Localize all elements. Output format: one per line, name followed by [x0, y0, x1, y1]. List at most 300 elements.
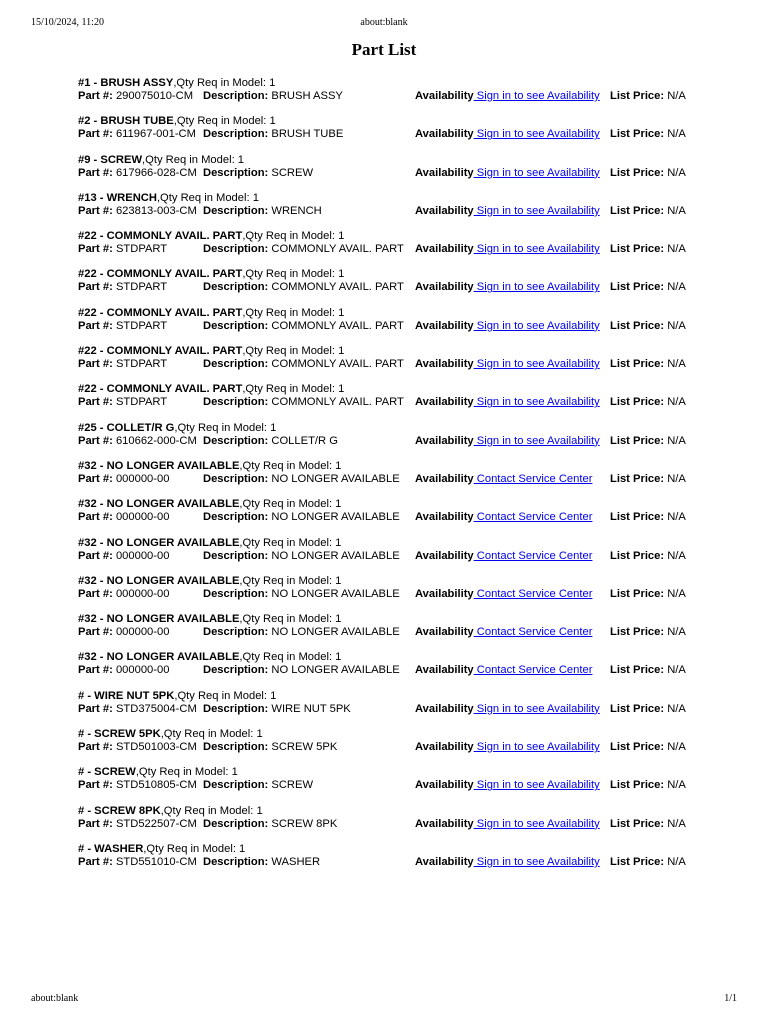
part-entry: [78, 460, 718, 498]
part-entry: [78, 77, 718, 115]
availability-link[interactable]: Sign in to see Availability: [473, 204, 600, 217]
qty-value: 1: [237, 153, 245, 166]
description-cell: [203, 703, 351, 716]
list-price-value: N/A: [667, 90, 686, 102]
qty-label: ,Qty Req in Model:: [239, 651, 336, 664]
description-label: Description:: [203, 434, 269, 447]
availability-label: Availability: [415, 166, 474, 179]
part-number-value: STDPART: [115, 358, 168, 371]
availability-link[interactable]: Sign in to see Availability: [473, 434, 600, 447]
description-value: NO LONGER AVAILABLE: [271, 472, 400, 485]
part-number-label: Part #:: [78, 434, 113, 447]
availability-label: Availability: [415, 587, 474, 600]
qty-value: 1: [239, 842, 246, 855]
list-price-value: N/A: [667, 281, 686, 294]
availability-link[interactable]: Sign in to see Availability: [473, 741, 600, 754]
part-number-value: 000000-00: [115, 549, 170, 562]
availability-label: Availability: [415, 664, 474, 677]
part-number-cell: [78, 779, 197, 792]
qty-label: ,Qty Req in Model:: [142, 153, 238, 166]
list-price-label: List Price:: [610, 396, 665, 409]
availability-label: Availability: [415, 281, 474, 294]
list-price-label: List Price:: [610, 472, 665, 485]
part-number-cell: [78, 358, 167, 371]
availability-link[interactable]: Contact Service Center: [473, 549, 593, 562]
part-heading: [78, 192, 259, 205]
part-entry: [78, 613, 718, 651]
list-price-cell: [610, 90, 686, 103]
availability-cell: [415, 243, 600, 256]
part-ref: #32 - NO LONGER AVAILABLE: [78, 536, 240, 549]
part-number-cell: [78, 396, 167, 409]
qty-value: 1: [269, 115, 276, 128]
part-number-cell: [78, 435, 197, 448]
availability-link[interactable]: Sign in to see Availability: [473, 396, 600, 409]
availability-link[interactable]: Contact Service Center: [473, 511, 593, 524]
list-price-label: List Price:: [610, 549, 665, 562]
qty-label: ,Qty Req in Model:: [239, 498, 336, 511]
print-footer-url: about:blank: [31, 993, 79, 1004]
list-price-cell: [610, 626, 686, 639]
part-number-value: STDPART: [115, 243, 168, 256]
part-number-label: Part #:: [78, 779, 113, 792]
part-ref: #13 - WRENCH: [78, 191, 157, 204]
part-entry: [78, 115, 718, 153]
part-number-label: Part #:: [78, 702, 113, 715]
availability-label: Availability: [415, 779, 474, 792]
availability-cell: [415, 856, 600, 869]
description-label: Description:: [203, 855, 269, 868]
part-heading: [78, 575, 341, 588]
part-heading: [78, 766, 238, 779]
part-entry: [78, 843, 718, 881]
page-title: Part List: [351, 40, 417, 59]
part-ref: # - WIRE NUT 5PK: [78, 689, 175, 702]
part-heading: [78, 268, 344, 281]
part-heading: [78, 154, 244, 167]
description-label: Description:: [203, 549, 269, 562]
qty-value: 1: [256, 804, 263, 817]
part-entry: [78, 575, 718, 613]
part-number-label: Part #:: [78, 626, 113, 639]
list-price-label: List Price:: [610, 358, 665, 371]
qty-label: ,Qty Req in Model:: [143, 842, 240, 855]
description-cell: [203, 626, 400, 639]
description-label: Description:: [203, 281, 269, 294]
part-number-label: Part #:: [78, 817, 113, 830]
availability-link[interactable]: Sign in to see Availability: [473, 319, 600, 332]
availability-label: Availability: [415, 128, 474, 141]
part-number-value: STD522507-CM: [115, 817, 197, 830]
list-price-cell: [610, 167, 686, 180]
description-label: Description:: [203, 511, 269, 524]
availability-link[interactable]: Sign in to see Availability: [473, 128, 600, 141]
print-timestamp: 15/10/2024, 11:20: [31, 17, 104, 28]
description-cell: [203, 281, 404, 294]
list-price-value: N/A: [667, 664, 686, 677]
description-cell: [203, 90, 343, 103]
qty-label: ,Qty Req in Model:: [173, 115, 270, 128]
description-cell: [203, 358, 404, 371]
part-entry: [78, 422, 718, 460]
part-heading: [78, 345, 344, 358]
part-number-label: Part #:: [78, 549, 113, 562]
description-cell: [203, 205, 322, 218]
part-number-value: STDPART: [115, 396, 168, 409]
list-price-value: N/A: [667, 855, 686, 868]
list-price-value: N/A: [667, 702, 686, 715]
part-ref: #25 - COLLET/R G: [78, 421, 175, 434]
list-price-value: N/A: [667, 166, 686, 179]
part-number-value: 617966-028-CM: [115, 166, 197, 179]
list-price-value: N/A: [667, 817, 686, 830]
availability-cell: [415, 473, 592, 486]
description-value: NO LONGER AVAILABLE: [271, 511, 400, 524]
availability-cell: [415, 741, 600, 754]
list-price-value: N/A: [667, 358, 686, 371]
list-price-cell: [610, 741, 686, 754]
description-cell: [203, 741, 337, 754]
part-number-value: 000000-00: [115, 587, 170, 600]
list-price-label: List Price:: [610, 319, 665, 332]
qty-value: 1: [269, 77, 276, 89]
part-ref: #32 - NO LONGER AVAILABLE: [78, 574, 240, 587]
availability-link[interactable]: Contact Service Center: [473, 626, 593, 639]
description-value: BRUSH ASSY: [271, 90, 343, 102]
list-price-label: List Price:: [610, 664, 665, 677]
description-value: COMMONLY AVAIL. PART: [271, 396, 404, 409]
list-price-label: List Price:: [610, 587, 665, 600]
part-ref: #22 - COMMONLY AVAIL. PART: [78, 345, 243, 358]
availability-label: Availability: [415, 243, 474, 256]
part-list: [78, 77, 718, 881]
qty-label: ,Qty Req in Model:: [242, 306, 339, 319]
description-cell: [203, 473, 400, 486]
list-price-value: N/A: [667, 128, 686, 141]
list-price-value: N/A: [667, 626, 686, 639]
availability-cell: [415, 511, 592, 524]
availability-cell: [415, 435, 600, 448]
availability-cell: [415, 550, 592, 563]
description-cell: [203, 167, 313, 180]
description-value: COMMONLY AVAIL. PART: [271, 281, 404, 294]
part-number-value: STDPART: [115, 281, 168, 294]
description-cell: [203, 856, 320, 869]
qty-label: ,Qty Req in Model:: [239, 459, 336, 472]
part-entry: [78, 192, 718, 230]
part-number-value: 000000-00: [115, 511, 170, 524]
availability-cell: [415, 90, 600, 103]
list-price-label: List Price:: [610, 90, 665, 102]
part-details: [78, 435, 718, 448]
part-number-cell: [78, 473, 169, 486]
description-value: COMMONLY AVAIL. PART: [271, 358, 404, 371]
description-cell: [203, 128, 343, 141]
part-number-cell: [78, 205, 197, 218]
part-ref: #22 - COMMONLY AVAIL. PART: [78, 306, 243, 319]
list-price-cell: [610, 856, 686, 869]
list-price-value: N/A: [667, 587, 686, 600]
list-price-cell: [610, 664, 686, 677]
description-cell: [203, 550, 400, 563]
availability-link[interactable]: Sign in to see Availability: [473, 855, 600, 868]
description-value: BRUSH TUBE: [271, 128, 344, 141]
part-entry: [78, 690, 718, 728]
part-number-label: Part #:: [78, 128, 113, 141]
description-value: COLLET/R G: [271, 434, 338, 447]
list-price-label: List Price:: [610, 817, 665, 830]
list-price-label: List Price:: [610, 166, 665, 179]
availability-link[interactable]: Sign in to see Availability: [473, 817, 600, 830]
qty-value: 1: [335, 651, 342, 664]
qty-label: ,Qty Req in Model:: [242, 383, 339, 396]
description-value: NO LONGER AVAILABLE: [271, 587, 400, 600]
availability-link[interactable]: Contact Service Center: [473, 587, 593, 600]
description-label: Description:: [203, 702, 269, 715]
description-cell: [203, 664, 400, 677]
part-ref: #32 - NO LONGER AVAILABLE: [78, 613, 240, 626]
part-details: [78, 320, 718, 333]
description-value: COMMONLY AVAIL. PART: [271, 243, 404, 256]
description-label: Description:: [203, 587, 269, 600]
description-value: WRENCH: [271, 204, 322, 217]
description-cell: [203, 243, 404, 256]
description-label: Description:: [203, 90, 269, 102]
qty-value: 1: [335, 613, 342, 626]
availability-label: Availability: [415, 817, 474, 830]
availability-link[interactable]: Sign in to see Availability: [473, 166, 600, 179]
qty-label: ,Qty Req in Model:: [239, 613, 336, 626]
print-header-url: about:blank: [360, 17, 408, 28]
list-price-label: List Price:: [610, 779, 665, 792]
part-details: [78, 741, 718, 754]
part-entry: [78, 766, 718, 804]
list-price-label: List Price:: [610, 626, 665, 639]
part-number-label: Part #:: [78, 472, 113, 485]
part-ref: # - SCREW 8PK: [78, 804, 161, 817]
part-number-label: Part #:: [78, 587, 113, 600]
qty-value: 1: [335, 574, 342, 587]
part-ref: #22 - COMMONLY AVAIL. PART: [78, 268, 243, 281]
list-price-cell: [610, 703, 686, 716]
qty-label: ,Qty Req in Model:: [160, 728, 257, 741]
part-number-value: 000000-00: [115, 664, 170, 677]
availability-cell: [415, 281, 600, 294]
qty-value: 1: [338, 306, 345, 319]
list-price-value: N/A: [667, 319, 686, 332]
list-price-cell: [610, 473, 686, 486]
part-number-value: STD551010-CM: [115, 855, 197, 868]
availability-link[interactable]: Contact Service Center: [473, 664, 593, 677]
list-price-value: N/A: [667, 434, 686, 447]
list-price-cell: [610, 281, 686, 294]
list-price-cell: [610, 511, 686, 524]
description-value: NO LONGER AVAILABLE: [271, 626, 400, 639]
availability-link[interactable]: Contact Service Center: [473, 472, 593, 485]
availability-link[interactable]: Sign in to see Availability: [473, 702, 600, 715]
part-number-label: Part #:: [78, 358, 113, 371]
part-number-label: Part #:: [78, 319, 113, 332]
part-number-cell: [78, 281, 167, 294]
description-label: Description:: [203, 166, 269, 179]
part-details: [78, 128, 718, 141]
availability-label: Availability: [415, 472, 474, 485]
list-price-cell: [610, 818, 686, 831]
description-cell: [203, 511, 400, 524]
part-heading: [78, 77, 275, 90]
qty-value: 1: [252, 191, 259, 204]
description-label: Description:: [203, 319, 269, 332]
list-price-value: N/A: [667, 472, 686, 485]
part-entry: [78, 728, 718, 766]
list-price-label: List Price:: [610, 281, 665, 294]
part-details: [78, 588, 718, 601]
qty-label: ,Qty Req in Model:: [239, 574, 336, 587]
qty-label: ,Qty Req in Model:: [173, 77, 270, 89]
availability-label: Availability: [415, 434, 474, 447]
description-label: Description:: [203, 664, 269, 677]
qty-value: 1: [270, 421, 277, 434]
availability-label: Availability: [415, 741, 474, 754]
part-number-cell: [78, 588, 169, 601]
list-price-label: List Price:: [610, 702, 665, 715]
qty-value: 1: [338, 230, 345, 243]
part-number-label: Part #:: [78, 243, 113, 256]
availability-link[interactable]: Sign in to see Availability: [473, 90, 600, 102]
part-details: [78, 396, 718, 409]
part-number-label: Part #:: [78, 511, 113, 524]
part-heading: [78, 728, 263, 741]
availability-label: Availability: [415, 626, 474, 639]
qty-label: ,Qty Req in Model:: [135, 766, 232, 779]
list-price-cell: [610, 550, 686, 563]
part-details: [78, 205, 718, 218]
list-price-cell: [610, 243, 686, 256]
part-number-cell: [78, 243, 167, 256]
part-number-label: Part #:: [78, 204, 113, 217]
description-label: Description:: [203, 626, 269, 639]
availability-cell: [415, 396, 600, 409]
qty-value: 1: [335, 498, 342, 511]
part-entry: [78, 268, 718, 306]
list-price-cell: [610, 588, 686, 601]
part-ref: #32 - NO LONGER AVAILABLE: [78, 459, 240, 472]
description-value: SCREW 8PK: [271, 817, 338, 830]
part-number-cell: [78, 128, 196, 141]
part-number-value: 610662-000-CM: [115, 434, 197, 447]
part-details: [78, 358, 718, 371]
description-cell: [203, 588, 400, 601]
part-ref: #32 - NO LONGER AVAILABLE: [78, 651, 240, 664]
description-cell: [203, 435, 338, 448]
list-price-value: N/A: [667, 511, 686, 524]
description-cell: [203, 320, 404, 333]
part-number-label: Part #:: [78, 855, 113, 868]
availability-label: Availability: [415, 204, 474, 217]
part-ref: # - SCREW 5PK: [78, 728, 161, 741]
availability-label: Availability: [415, 855, 474, 868]
part-number-value: 611967-001-CM: [115, 128, 196, 141]
part-ref: #2 - BRUSH TUBE: [78, 115, 174, 128]
availability-cell: [415, 818, 600, 831]
availability-label: Availability: [415, 549, 474, 562]
part-number-cell: [78, 664, 169, 677]
part-entry: [78, 805, 718, 843]
part-number-value: STD510805-CM: [115, 779, 197, 792]
part-ref: #9 - SCREW: [78, 153, 143, 166]
qty-label: ,Qty Req in Model:: [156, 191, 253, 204]
qty-label: ,Qty Req in Model:: [160, 804, 257, 817]
part-ref: #32 - NO LONGER AVAILABLE: [78, 498, 240, 511]
part-number-value: 623813-003-CM: [115, 204, 197, 217]
part-entry: [78, 230, 718, 268]
description-label: Description:: [203, 396, 269, 409]
part-ref: #22 - COMMONLY AVAIL. PART: [78, 230, 243, 243]
part-entry: [78, 651, 718, 689]
part-entry: [78, 383, 718, 421]
availability-link[interactable]: Sign in to see Availability: [473, 358, 600, 371]
description-label: Description:: [203, 779, 269, 792]
part-number-label: Part #:: [78, 396, 113, 409]
description-label: Description:: [203, 358, 269, 371]
availability-link[interactable]: Sign in to see Availability: [473, 243, 600, 256]
part-heading: [78, 460, 341, 473]
part-number-cell: [78, 511, 169, 524]
part-heading: [78, 805, 263, 818]
availability-cell: [415, 128, 600, 141]
availability-label: Availability: [415, 396, 474, 409]
part-entry: [78, 498, 718, 536]
description-value: SCREW: [271, 779, 314, 792]
qty-value: 1: [335, 459, 342, 472]
list-price-cell: [610, 205, 686, 218]
part-entry: [78, 154, 718, 192]
qty-value: 1: [338, 345, 345, 358]
description-label: Description:: [203, 472, 269, 485]
availability-cell: [415, 205, 600, 218]
description-cell: [203, 396, 404, 409]
part-number-value: STD375004-CM: [115, 702, 197, 715]
part-heading: [78, 613, 341, 626]
part-ref: #22 - COMMONLY AVAIL. PART: [78, 383, 243, 396]
qty-label: ,Qty Req in Model:: [242, 345, 339, 358]
list-price-label: List Price:: [610, 855, 665, 868]
availability-cell: [415, 626, 592, 639]
qty-value: 1: [270, 689, 277, 702]
part-heading: [78, 230, 344, 243]
part-details: [78, 779, 718, 792]
availability-cell: [415, 664, 592, 677]
list-price-value: N/A: [667, 204, 686, 217]
description-label: Description:: [203, 128, 269, 141]
availability-cell: [415, 588, 592, 601]
list-price-cell: [610, 396, 686, 409]
part-number-cell: [78, 90, 193, 103]
part-details: [78, 626, 718, 639]
part-heading: [78, 422, 276, 435]
part-number-label: Part #:: [78, 281, 113, 294]
part-heading: [78, 537, 341, 550]
availability-label: Availability: [415, 511, 474, 524]
availability-link[interactable]: Sign in to see Availability: [473, 779, 600, 792]
part-details: [78, 818, 718, 831]
list-price-value: N/A: [667, 779, 686, 792]
part-number-value: STDPART: [115, 319, 168, 332]
part-entry: [78, 345, 718, 383]
availability-link[interactable]: Sign in to see Availability: [473, 281, 600, 294]
part-number-label: Part #:: [78, 90, 113, 102]
list-price-label: List Price:: [610, 243, 665, 256]
